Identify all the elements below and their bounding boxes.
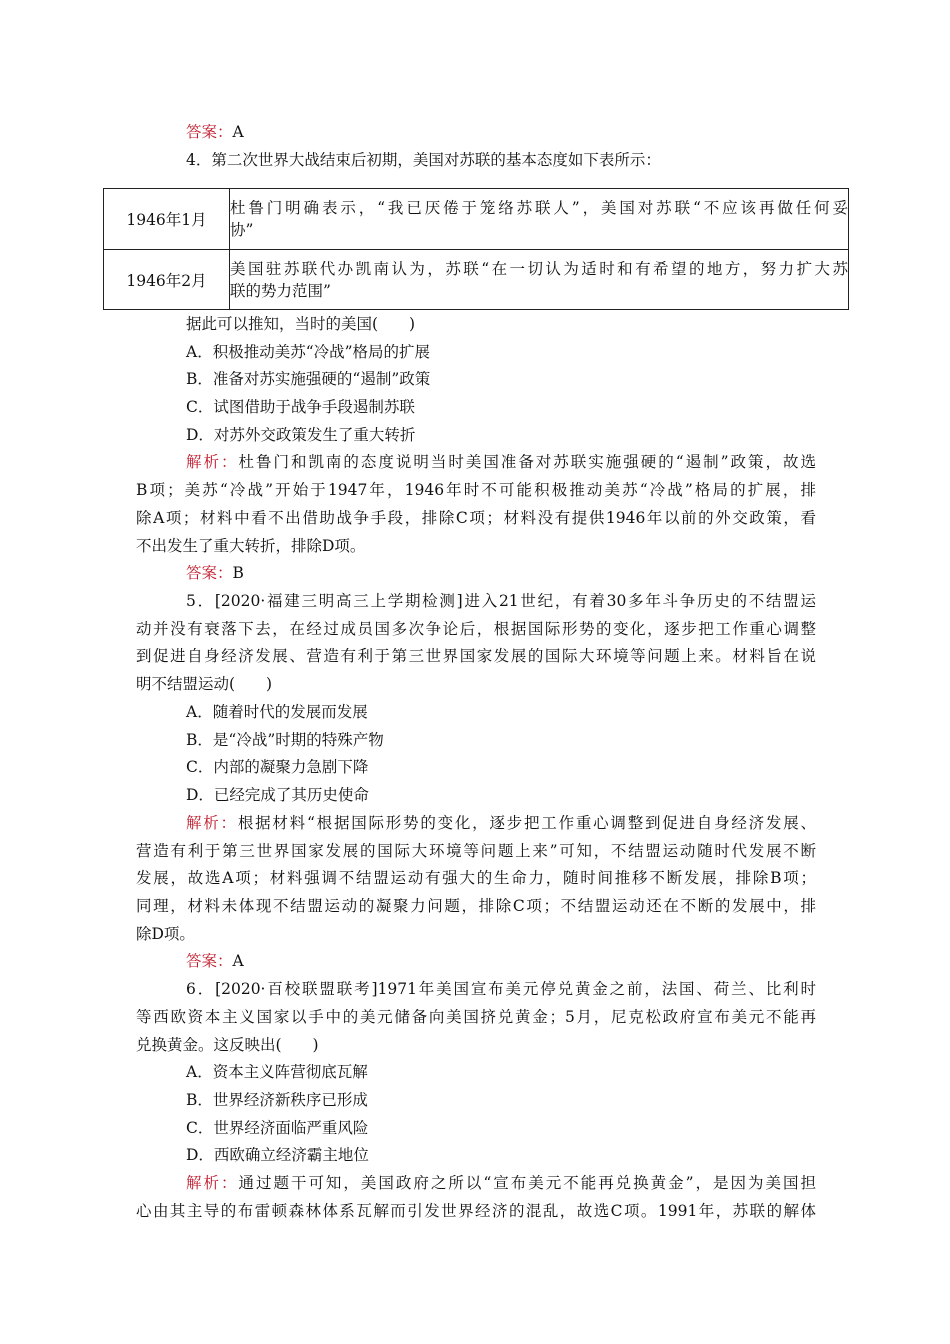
- q6-option-b: B．世界经济新秩序已形成: [186, 1091, 368, 1109]
- q4-table: [103, 188, 849, 310]
- q5-analysis-line: [186, 812, 816, 834]
- answer-value: A: [232, 123, 244, 141]
- q6-option-d: D．西欧确立经济霸主地位: [186, 1146, 369, 1164]
- q6-stem-line: 6．[2020·百校联盟联考]1971年美国宣布美元停兑黄金之前，法国、荷兰、比利时: [186, 980, 816, 998]
- q5-option-c: C．内部的凝聚力急剧下降: [186, 758, 369, 776]
- table-desc-line: 协”: [230, 221, 254, 239]
- table-desc-line: 联的势力范围”: [230, 281, 331, 300]
- answer-value: B: [232, 564, 244, 582]
- q4-stem: 4．第二次世界大战结束后初期，美国对苏联的基本态度如下表所示：: [186, 151, 661, 169]
- table-date-cell: 1946年2月: [104, 250, 230, 310]
- table-desc-cell: [230, 189, 849, 250]
- q6-stem-line: 等西欧资本主义国家以手中的美元储备向美国挤兑黄金；5月，尼克松政府宣布美元不能再: [136, 1008, 816, 1026]
- q5-stem-line: 明不结盟运动( ): [136, 675, 273, 693]
- q4-option-d: D．对苏外交政策发生了重大转折: [186, 426, 416, 444]
- q4-analysis-line: [186, 451, 816, 473]
- table-desc-line: 杜鲁门明确表示，“我已厌倦于笼络苏联人”，美国对苏联“不应该再做任何妥: [230, 199, 848, 217]
- q4-option-c: C．试图借助于战争手段遏制苏联: [186, 398, 415, 416]
- q5-stem-line: 动并没有衰落下去，在经过成员国多次争论后，根据国际形势的变化，逐步把工作重心调整: [136, 620, 816, 638]
- q4-analysis-line: 不出发生了重大转折，排除D项。: [136, 537, 366, 555]
- q5-analysis-line: 发展，故选A项；材料强调不结盟运动有强大的生命力，随时间推移不断发展，排除B项；: [136, 869, 816, 887]
- q5-stem-line: 到促进自身经济发展、营造有利于第三世界国家发展的国际大环境等问题上来。材料旨在说: [136, 647, 816, 665]
- q6-option-a: A．资本主义阵营彻底瓦解: [186, 1063, 368, 1081]
- q6-stem-line: 兑换黄金。这反映出( ): [136, 1036, 319, 1054]
- q5-stem-line: 5．[2020·福建三明高三上学期检测]进入21世纪，有着30多年斗争历史的不结盟运: [186, 592, 816, 610]
- answer-label: 答案：: [186, 123, 233, 141]
- q6-analysis-line: [186, 1172, 816, 1194]
- q5-option-b: B．是“冷战”时期的特殊产物: [186, 731, 384, 749]
- analysis-text: 通过题干可知，美国政府之所以“宣布美元不能再兑换黄金”，是因为美国担: [238, 1174, 816, 1192]
- q4-question: 据此可以推知，当时的美国( ): [186, 315, 416, 333]
- analysis-label: 解析：: [186, 1174, 239, 1192]
- table-row: [104, 250, 849, 310]
- q5-option-a: A．随着时代的发展而发展: [186, 703, 368, 721]
- table-desc-line: 美国驻苏联代办凯南认为，苏联“在一切认为适时和有希望的地方，努力扩大苏: [230, 259, 848, 278]
- q5-analysis-line: 营造有利于第三世界国家发展的国际大环境等问题上来”可知，不结盟运动随时代发展不断: [136, 842, 816, 860]
- answer-value: A: [232, 952, 244, 970]
- q5-option-d: D．已经完成了其历史使命: [186, 786, 369, 804]
- q4-option-b: B．准备对苏实施强硬的“遏制”政策: [186, 370, 431, 388]
- q4-option-a: A．积极推动美苏“冷战”格局的扩展: [186, 343, 431, 361]
- table-desc-cell: [230, 250, 849, 310]
- answer-label: 答案：: [186, 564, 233, 582]
- table-row: [104, 189, 849, 250]
- q6-analysis-line: 心由其主导的布雷顿森林体系瓦解而引发世界经济的混乱，故选C项。1991年，苏联的解体: [136, 1202, 816, 1220]
- analysis-label: 解析：: [186, 814, 238, 832]
- q5-answer: [186, 950, 866, 972]
- q5-analysis-line: 同理，材料未体现不结盟运动的凝聚力问题，排除C项；不结盟运动还在不断的发展中，排: [136, 897, 816, 915]
- answer-label: 答案：: [186, 952, 233, 970]
- q6-option-c: C．世界经济面临严重风险: [186, 1119, 369, 1137]
- q4-analysis-line: 除A项；材料中看不出借助战争手段，排除C项；材料没有提供1946年以前的外交政策，看: [136, 509, 816, 527]
- analysis-text: 杜鲁门和凯南的态度说明当时美国准备对苏联实施强硬的“遏制”政策，故选: [238, 453, 816, 471]
- analysis-label: 解析：: [186, 453, 239, 471]
- q5-analysis-line: 除D项。: [136, 925, 195, 943]
- q4-analysis-line: B项；美苏“冷战”开始于1947年，1946年时不可能积极推动美苏“冷战”格局的扩展，排: [136, 481, 816, 499]
- analysis-text: 根据材料“根据国际形势的变化，逐步把工作重心调整到促进自身经济发展、: [237, 814, 816, 832]
- q3-answer: [186, 121, 866, 143]
- table-date-cell: 1946年1月: [104, 189, 230, 250]
- q4-answer: [186, 562, 866, 584]
